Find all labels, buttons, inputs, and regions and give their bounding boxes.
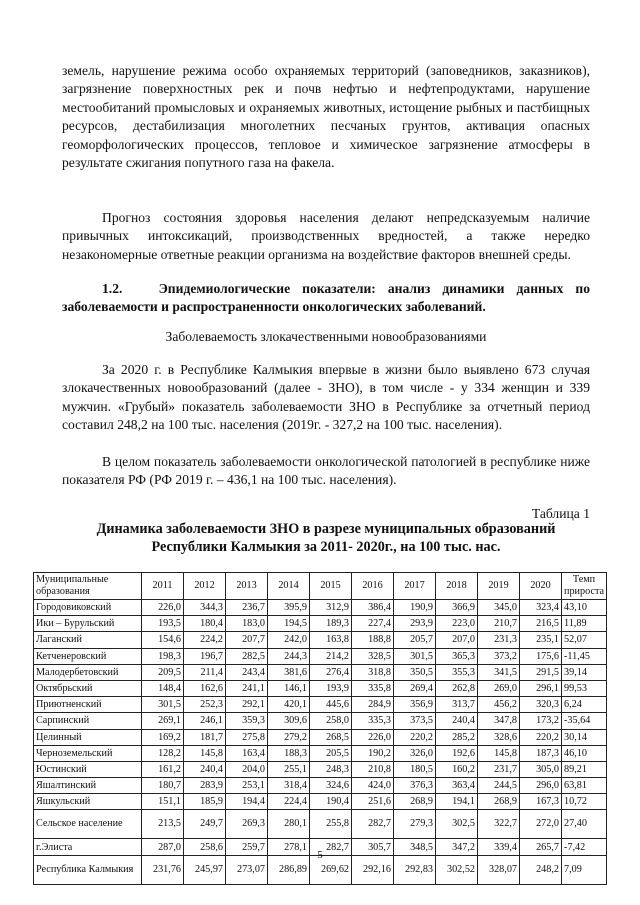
- incidence-cell: 445,6: [310, 697, 352, 713]
- incidence-cell: 328,07: [478, 855, 520, 884]
- incidence-cell: 145,8: [478, 745, 520, 761]
- incidence-cell: 167,3: [520, 794, 562, 810]
- incidence-cell: 355,3: [436, 664, 478, 680]
- incidence-cell: 296,1: [520, 680, 562, 696]
- incidence-cell: 293,9: [394, 616, 436, 632]
- table-row: [34, 632, 607, 648]
- header-year: 2014: [268, 573, 310, 600]
- incidence-cell: 285,2: [436, 729, 478, 745]
- header-year: 2020: [520, 573, 562, 600]
- paragraph-incidence-2020: За 2020 г. в Республике Калмыкия впервые в жизни было выявлено 673 случая злокачественных новообразований (далее - ЗНО), в том числе - у 334 женщин и 339 мужчин. «Грубый» показатель заболеваемости ЗНО в Республике за отчетный период составил 248,2 на 100 тыс. населения (2019г. - 327,2 на 100 тыс. населения).: [62, 362, 590, 433]
- incidence-cell: 148,4: [142, 680, 184, 696]
- incidence-cell: 192,6: [436, 745, 478, 761]
- incidence-cell: 185,9: [184, 794, 226, 810]
- growth-rate-cell: 6,24: [562, 697, 607, 713]
- incidence-cell: 258,6: [184, 839, 226, 855]
- table-title-line-2: Республики Калмыкия за 2011- 2020г., на 100 тыс. нас.: [151, 539, 501, 556]
- table-row: [34, 794, 607, 810]
- incidence-cell: 268,9: [478, 794, 520, 810]
- municipality-name: Сельское население: [34, 810, 142, 839]
- incidence-cell: 283,9: [184, 778, 226, 794]
- page-number: 5: [317, 849, 323, 861]
- incidence-cell: 226,0: [352, 729, 394, 745]
- incidence-cell: 188,8: [352, 632, 394, 648]
- table-row: [34, 680, 607, 696]
- section-heading: 1.2. Эпидемиологические показатели: анализ динамики данных по заболеваемости и распространенности онкологических заболеваний.: [62, 281, 594, 315]
- incidence-cell: 183,0: [226, 616, 268, 632]
- municipality-name: Юстинский: [34, 761, 142, 777]
- incidence-cell: 286,89: [268, 855, 310, 884]
- incidence-cell: 193,9: [310, 680, 352, 696]
- incidence-cell: 220,2: [520, 729, 562, 745]
- incidence-cell: 275,8: [226, 729, 268, 745]
- incidence-cell: 235,1: [520, 632, 562, 648]
- incidence-cell: 420,1: [268, 697, 310, 713]
- table-row: [34, 761, 607, 777]
- incidence-cell: 180,5: [394, 761, 436, 777]
- incidence-cell: 292,1: [226, 697, 268, 713]
- incidence-cell: 268,9: [394, 794, 436, 810]
- incidence-cell: 395,9: [268, 600, 310, 616]
- incidence-cell: 198,3: [142, 648, 184, 664]
- incidence-cell: 282,7: [352, 810, 394, 839]
- incidence-cell: 214,2: [310, 648, 352, 664]
- incidence-cell: 181,7: [184, 729, 226, 745]
- incidence-cell: 211,4: [184, 664, 226, 680]
- header-year: 2016: [352, 573, 394, 600]
- incidence-cell: 194,5: [268, 616, 310, 632]
- incidence-cell: 373,2: [478, 648, 520, 664]
- table-row: [34, 697, 607, 713]
- incidence-cell: 318,8: [352, 664, 394, 680]
- incidence-cell: 175,6: [520, 648, 562, 664]
- incidence-cell: 205,7: [394, 632, 436, 648]
- incidence-cell: 173,2: [520, 713, 562, 729]
- incidence-cell: 268,5: [310, 729, 352, 745]
- incidence-cell: 255,8: [310, 810, 352, 839]
- incidence-cell: 301,5: [142, 697, 184, 713]
- incidence-cell: 190,9: [394, 600, 436, 616]
- incidence-cell: 207,7: [226, 632, 268, 648]
- incidence-cell: 244,5: [478, 778, 520, 794]
- growth-rate-cell: 10,72: [562, 794, 607, 810]
- header-year: 2012: [184, 573, 226, 600]
- incidence-cell: 365,3: [436, 648, 478, 664]
- incidence-cell: 204,0: [226, 761, 268, 777]
- incidence-cell: 301,5: [394, 648, 436, 664]
- incidence-cell: 207,0: [436, 632, 478, 648]
- incidence-cell: 231,7: [478, 761, 520, 777]
- table-label: Таблица 1: [531, 506, 590, 521]
- incidence-cell: 223,0: [436, 616, 478, 632]
- header-growth-rate: Темп прироста: [562, 573, 607, 600]
- incidence-cell: 216,5: [520, 616, 562, 632]
- incidence-cell: 161,2: [142, 761, 184, 777]
- incidence-cell: 227,4: [352, 616, 394, 632]
- municipality-name: Ики – Бурульский: [34, 616, 142, 632]
- municipality-name: Городовиковский: [34, 600, 142, 616]
- municipality-name: Яшкульский: [34, 794, 142, 810]
- growth-rate-cell: 27,40: [562, 810, 607, 839]
- table-row: [34, 810, 607, 839]
- incidence-cell: 302,5: [436, 810, 478, 839]
- incidence-cell: 154,6: [142, 632, 184, 648]
- incidence-cell: 253,1: [226, 778, 268, 794]
- table-row: [34, 648, 607, 664]
- incidence-cell: 146,1: [268, 680, 310, 696]
- incidence-cell: 324,6: [310, 778, 352, 794]
- incidence-cell: 231,3: [478, 632, 520, 648]
- incidence-cell: 272,0: [520, 810, 562, 839]
- header-year: 2019: [478, 573, 520, 600]
- incidence-cell: 280,1: [268, 810, 310, 839]
- growth-rate-cell: -7,42: [562, 839, 607, 855]
- incidence-cell: 287,0: [142, 839, 184, 855]
- paragraph-forecast: Прогноз состояния здоровья населения делают непредсказуемым наличие привычных интоксикаций, производственных вредностей, а также нередко незакономерные ответные реакции организма на воздействие факторов внешней среды.: [62, 210, 590, 262]
- incidence-cell: 341,5: [478, 664, 520, 680]
- growth-rate-cell: -11,45: [562, 648, 607, 664]
- incidence-cell: 269,62: [310, 855, 352, 884]
- incidence-cell: 278,1: [268, 839, 310, 855]
- growth-rate-cell: 30,14: [562, 729, 607, 745]
- incidence-cell: 320,3: [520, 697, 562, 713]
- table-row: [34, 616, 607, 632]
- incidence-cell: 386,4: [352, 600, 394, 616]
- municipality-name: Малодербетовский: [34, 664, 142, 680]
- header-year: 2017: [394, 573, 436, 600]
- incidence-cell: 240,4: [184, 761, 226, 777]
- table-title-line-1: Динамика заболеваемости ЗНО в разрезе муниципальных образований: [96, 521, 556, 537]
- incidence-cell: 194,1: [436, 794, 478, 810]
- incidence-cell: 245,97: [184, 855, 226, 884]
- incidence-cell: 189,3: [310, 616, 352, 632]
- incidence-cell: 323,4: [520, 600, 562, 616]
- incidence-cell: 276,4: [310, 664, 352, 680]
- table-row: [34, 778, 607, 794]
- incidence-cell: 318,4: [268, 778, 310, 794]
- incidence-cell: 209,5: [142, 664, 184, 680]
- incidence-cell: 328,5: [352, 648, 394, 664]
- incidence-cell: 302,52: [436, 855, 478, 884]
- municipality-name: Приютненский: [34, 697, 142, 713]
- incidence-cell: 210,8: [352, 761, 394, 777]
- municipality-name: г.Элиста: [34, 839, 142, 855]
- header-year: 2015: [310, 573, 352, 600]
- municipality-name: Октябрьский: [34, 680, 142, 696]
- incidence-cell: 246,1: [184, 713, 226, 729]
- growth-rate-cell: 99,53: [562, 680, 607, 696]
- incidence-cell: 231,76: [142, 855, 184, 884]
- incidence-cell: 366,9: [436, 600, 478, 616]
- incidence-cell: 291,5: [520, 664, 562, 680]
- incidence-cell: 196,7: [184, 648, 226, 664]
- incidence-cell: 456,2: [478, 697, 520, 713]
- incidence-cell: 279,2: [268, 729, 310, 745]
- incidence-cell: 282,7: [310, 839, 352, 855]
- incidence-cell: 312,9: [310, 600, 352, 616]
- incidence-cell: 194,4: [226, 794, 268, 810]
- incidence-cell: 373,5: [394, 713, 436, 729]
- incidence-cell: 224,4: [268, 794, 310, 810]
- incidence-cell: 344,3: [184, 600, 226, 616]
- incidence-cell: 292,83: [394, 855, 436, 884]
- incidence-cell: 180,7: [142, 778, 184, 794]
- incidence-cell: 347,2: [436, 839, 478, 855]
- incidence-cell: 339,4: [478, 839, 520, 855]
- incidence-cell: 242,0: [268, 632, 310, 648]
- incidence-cell: 169,2: [142, 729, 184, 745]
- table-header-row: [34, 573, 607, 600]
- incidence-cell: 160,2: [436, 761, 478, 777]
- header-year: 2013: [226, 573, 268, 600]
- growth-rate-cell: 7,09: [562, 855, 607, 884]
- header-year: 2018: [436, 573, 478, 600]
- municipality-name: Лаганский: [34, 632, 142, 648]
- incidence-cell: 188,3: [268, 745, 310, 761]
- incidence-cell: 282,5: [226, 648, 268, 664]
- incidence-cell: 309,6: [268, 713, 310, 729]
- incidence-cell: 376,3: [394, 778, 436, 794]
- municipality-name: Яшалтинский: [34, 778, 142, 794]
- incidence-table: [33, 572, 607, 885]
- incidence-cell: 162,6: [184, 680, 226, 696]
- incidence-cell: 313,7: [436, 697, 478, 713]
- table-row: [34, 664, 607, 680]
- incidence-cell: 252,3: [184, 697, 226, 713]
- municipality-name: Кетченеровский: [34, 648, 142, 664]
- incidence-cell: 193,5: [142, 616, 184, 632]
- incidence-cell: 348,5: [394, 839, 436, 855]
- incidence-cell: 269,4: [394, 680, 436, 696]
- incidence-cell: 363,4: [436, 778, 478, 794]
- incidence-cell: 326,0: [394, 745, 436, 761]
- incidence-cell: 284,9: [352, 697, 394, 713]
- incidence-cell: 151,1: [142, 794, 184, 810]
- incidence-cell: 356,9: [394, 697, 436, 713]
- growth-rate-cell: 63,81: [562, 778, 607, 794]
- municipality-name: Республика Калмыкия: [34, 855, 142, 884]
- incidence-cell: 381,6: [268, 664, 310, 680]
- incidence-cell: 359,3: [226, 713, 268, 729]
- incidence-cell: 251,6: [352, 794, 394, 810]
- incidence-cell: 345,0: [478, 600, 520, 616]
- incidence-cell: 292,16: [352, 855, 394, 884]
- incidence-cell: 226,0: [142, 600, 184, 616]
- incidence-cell: 243,4: [226, 664, 268, 680]
- municipality-name: Сарпинский: [34, 713, 142, 729]
- paragraph-comparison-rf: В целом показатель заболеваемости онкологической патологией в республике ниже показателя РФ (РФ 2019 г. – 436,1 на 100 тыс. населения).: [62, 454, 590, 488]
- incidence-cell: 262,8: [436, 680, 478, 696]
- incidence-cell: 269,0: [478, 680, 520, 696]
- incidence-cell: 258,0: [310, 713, 352, 729]
- growth-rate-cell: 46,10: [562, 745, 607, 761]
- incidence-cell: 240,4: [436, 713, 478, 729]
- header-year: 2011: [142, 573, 184, 600]
- incidence-cell: 255,1: [268, 761, 310, 777]
- header-municipality: Муниципальные образования: [34, 573, 142, 600]
- table-row: [34, 745, 607, 761]
- incidence-cell: 244,3: [268, 648, 310, 664]
- incidence-cell: 259,7: [226, 839, 268, 855]
- table-title: [62, 520, 590, 557]
- incidence-cell: 335,3: [352, 713, 394, 729]
- incidence-cell: 296,0: [520, 778, 562, 794]
- incidence-cell: 187,3: [520, 745, 562, 761]
- incidence-cell: 273,07: [226, 855, 268, 884]
- paragraph-environment: земель, нарушение режима особо охраняемых территорий (заповедников, заказников), загрязнение поверхностных рек и почв нефтью и нефтепродуктами, нарушение местообитаний промысловых и охраняемых животных, истощение рыбных и пастбищных ресурсов, дестабилизация многолетних песчаных грунтов, активация опасных геоморфологических процессов, тепловое и химическое загрязнение атмосферы в результате сжигания попутного газа на факела.: [62, 63, 590, 171]
- growth-rate-cell: 43,10: [562, 600, 607, 616]
- growth-rate-cell: 89,21: [562, 761, 607, 777]
- incidence-cell: 224,2: [184, 632, 226, 648]
- municipality-name: Черноземельский: [34, 745, 142, 761]
- incidence-cell: 220,2: [394, 729, 436, 745]
- incidence-cell: 269,3: [226, 810, 268, 839]
- table-row: [34, 729, 607, 745]
- incidence-cell: 305,0: [520, 761, 562, 777]
- incidence-cell: 163,4: [226, 745, 268, 761]
- incidence-cell: 163,8: [310, 632, 352, 648]
- growth-rate-cell: 52,07: [562, 632, 607, 648]
- incidence-cell: 248,3: [310, 761, 352, 777]
- incidence-cell: 335,8: [352, 680, 394, 696]
- table-row: [34, 713, 607, 729]
- incidence-cell: 424,0: [352, 778, 394, 794]
- incidence-cell: 265,7: [520, 839, 562, 855]
- incidence-cell: 269,1: [142, 713, 184, 729]
- incidence-cell: 145,8: [184, 745, 226, 761]
- incidence-cell: 128,2: [142, 745, 184, 761]
- incidence-cell: 328,6: [478, 729, 520, 745]
- incidence-cell: 350,5: [394, 664, 436, 680]
- incidence-cell: 213,5: [142, 810, 184, 839]
- incidence-cell: 210,7: [478, 616, 520, 632]
- incidence-cell: 305,7: [352, 839, 394, 855]
- incidence-cell: 347,8: [478, 713, 520, 729]
- incidence-cell: 190,2: [352, 745, 394, 761]
- subsection-title: Заболеваемость злокачественными новообразованиями: [165, 329, 487, 344]
- incidence-cell: 279,3: [394, 810, 436, 839]
- incidence-cell: 248,2: [520, 855, 562, 884]
- incidence-cell: 236,7: [226, 600, 268, 616]
- incidence-cell: 322,7: [478, 810, 520, 839]
- growth-rate-cell: 11,89: [562, 616, 607, 632]
- incidence-cell: 249,7: [184, 810, 226, 839]
- incidence-cell: 241,1: [226, 680, 268, 696]
- incidence-cell: 190,4: [310, 794, 352, 810]
- table-row: [34, 600, 607, 616]
- growth-rate-cell: -35,64: [562, 713, 607, 729]
- incidence-cell: 205,5: [310, 745, 352, 761]
- incidence-cell: 180,4: [184, 616, 226, 632]
- growth-rate-cell: 39,14: [562, 664, 607, 680]
- municipality-name: Целинный: [34, 729, 142, 745]
